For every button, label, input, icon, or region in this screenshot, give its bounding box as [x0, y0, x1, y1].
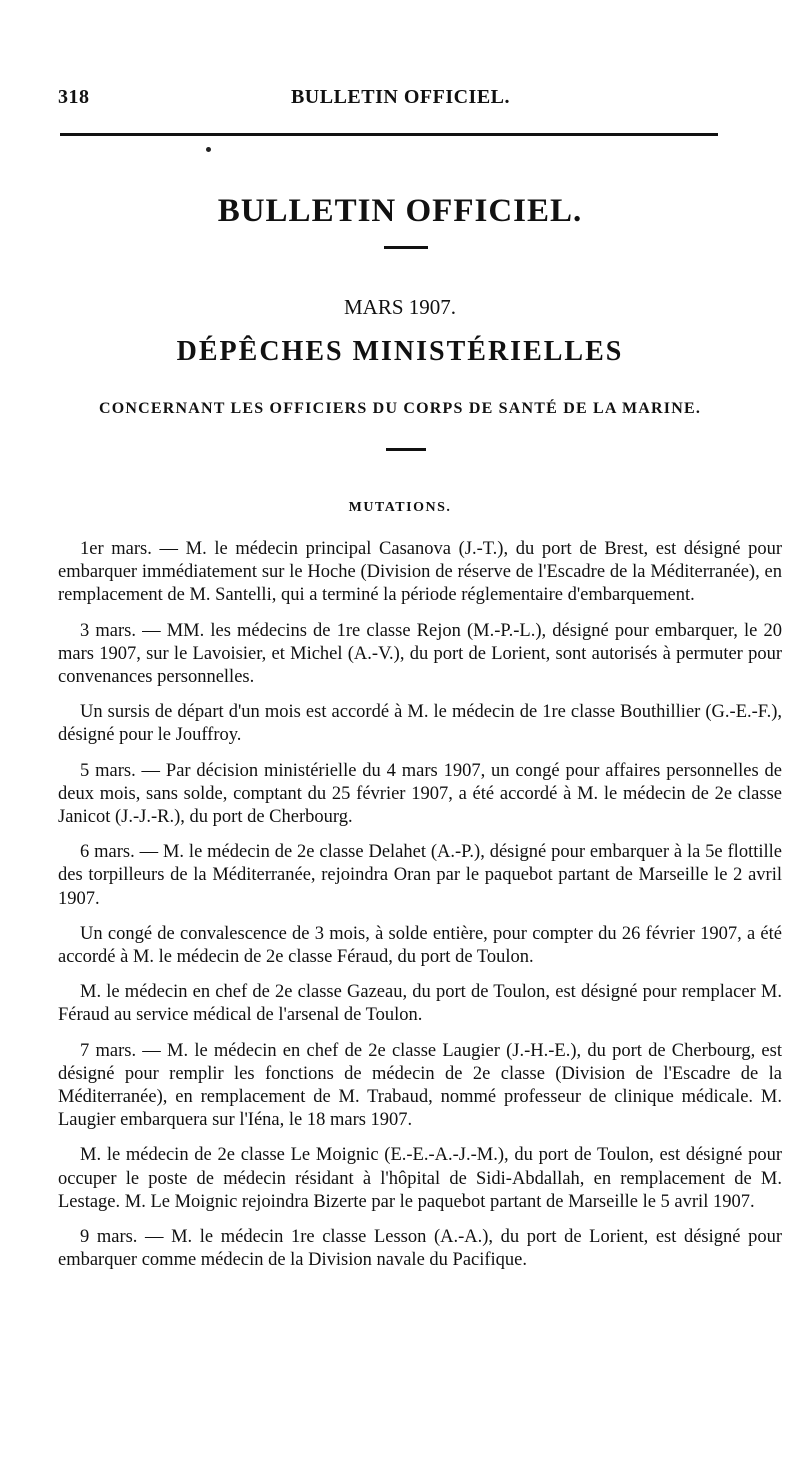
paragraph: M. le médecin de 2e classe Le Moignic (E.-E.-A.-J.-M.), du port de Toulon, est désigné pour occuper le poste de médecin résidant à l'hôpital de Sidi-Abdallah, en remplacement de M. Lestage. M. Le Moignic rejoindra Bizerte par le paquebot partant de Marseille le 5 avril 1907.: [58, 1145, 782, 1212]
main-title: BULLETIN OFFICIEL.: [217, 193, 583, 229]
ornament-dot: [206, 147, 211, 152]
section-subtitle: CONCERNANT LES OFFICIERS DU CORPS DE SANTÉ DE LA MARINE.: [98, 400, 702, 417]
paragraph: 3 mars. — MM. les médecins de 1re classe Rejon (M.-P.-L.), désigné pour embarquer, le 20 mars 1907, sur le Lavoisier, et Michel (A.-V.), du port de Lorient, sont autorisés à permuter pour convenances personnelles.: [58, 620, 782, 688]
paragraph: M. le médecin en chef de 2e classe Gazeau, du port de Toulon, est désigné pour remplacer M. Féraud au service médical de l'arsenal de Toulon.: [58, 982, 782, 1026]
paragraph: 9 mars. — M. le médecin 1re classe Lesson (A.-A.), du port de Lorient, est désigné pour embarquer comme médecin de la Division navale du Pacifique.: [58, 1227, 782, 1271]
month-heading: MARS 1907.: [343, 295, 457, 319]
section-divider: [386, 448, 426, 451]
subsection-title: MUTATIONS.: [348, 500, 452, 515]
page-number: 318: [58, 86, 90, 108]
body-text: [58, 538, 782, 1272]
paragraph: 1er mars. — M. le médecin principal Casanova (J.-T.), du port de Brest, est désigné pour embarquer immédiatement sur le Hoche (Division de réserve de l'Escadre de la Méditerranée), en remplacement de M. Santelli, qui a terminé la période réglementaire d'embarquement.: [58, 539, 782, 606]
section-title: DÉPÊCHES MINISTÉRIELLES: [176, 336, 624, 367]
header-rule: [60, 133, 718, 136]
running-title: BULLETIN OFFICIEL.: [290, 86, 511, 108]
paragraph: 5 mars. — Par décision ministérielle du 4 mars 1907, un congé pour affaires personnelles de deux mois, sans solde, comptant du 25 février 1907, a été accordé à M. le médecin de 2e classe Janicot (J.-J.-R.), du port de Cherbourg.: [58, 760, 782, 828]
title-divider: [384, 246, 428, 249]
paragraph: 6 mars. — M. le médecin de 2e classe Delahet (A.-P.), désigné pour embarquer à la 5e flottille des torpilleurs de la Méditerranée, rejoindra Oran par le paquebot partant de Marseille le 2 avril 1907.: [58, 842, 782, 909]
paragraph: Un congé de convalescence de 3 mois, à solde entière, pour compter du 26 février 1907, a été accordé à M. le médecin de 2e classe Féraud, du port de Toulon.: [58, 923, 782, 968]
paragraph: 7 mars. — M. le médecin en chef de 2e classe Laugier (J.-H.-E.), du port de Cherbourg, est désigné pour remplir les fonctions de médecin de 2e classe (Division de l'Escadre de la Méditerranée), en remplacement de M. Trabaud, nommé professeur de clinique médicale. M. Laugier embarquera sur l'Iéna, le 18 mars 1907.: [58, 1040, 782, 1131]
paragraph: Un sursis de départ d'un mois est accordé à M. le médecin de 1re classe Bouthillier (G.-E.-F.), désigné pour le Jouffroy.: [58, 702, 782, 746]
